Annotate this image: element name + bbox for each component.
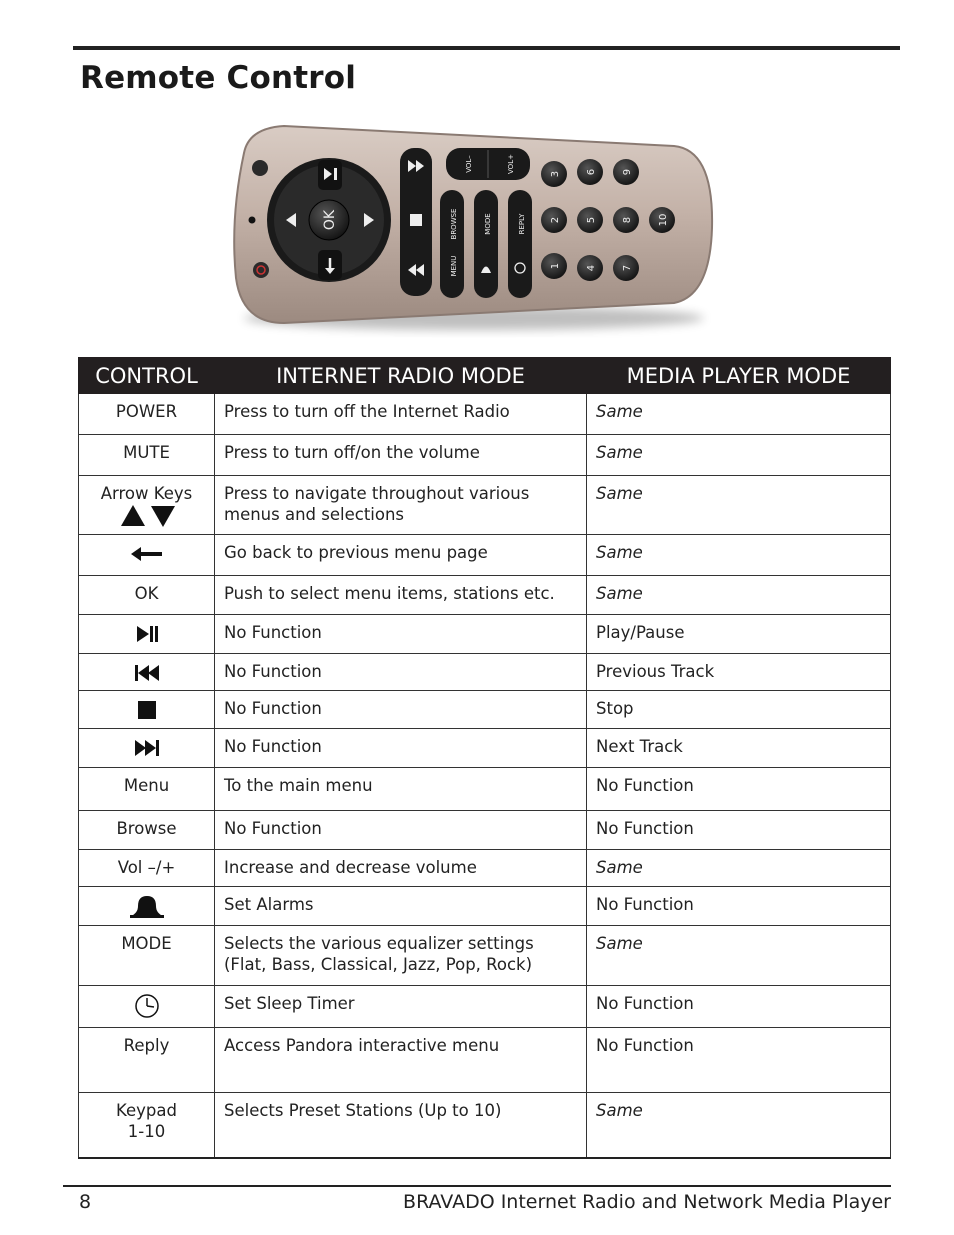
table-row-power <box>79 394 891 435</box>
remote-browse-label: BROWSE <box>450 208 458 240</box>
control-cell <box>79 654 215 691</box>
remote-menu-label: MENU <box>450 255 458 277</box>
play-pause-icon <box>135 624 159 644</box>
controls-table <box>78 357 891 1159</box>
control-cell <box>79 729 215 768</box>
key-10: 10 <box>658 213 669 227</box>
footer-title: BRAVADO Internet Radio and Network Media Player <box>403 1191 891 1213</box>
control-cell <box>79 986 215 1028</box>
radio-mode-cell: Set Sleep Timer <box>215 986 587 1028</box>
radio-mode-cell: Selects Preset Stations (Up to 10) <box>215 1093 587 1158</box>
radio-mode-cell: No Function <box>215 654 587 691</box>
radio-mode-cell: No Function <box>215 729 587 768</box>
page-number: 8 <box>79 1191 92 1213</box>
next-track-icon <box>134 739 160 757</box>
header-internet-radio-mode: INTERNET RADIO MODE <box>215 358 587 394</box>
radio-mode-cell: No Function <box>215 811 587 850</box>
control-cell: POWER <box>79 394 215 435</box>
key-4: 4 <box>586 264 597 272</box>
media-mode-cell: No Function <box>587 811 891 850</box>
control-cell: MODE <box>79 926 215 986</box>
key-9: 9 <box>622 168 633 176</box>
media-mode-cell: Previous Track <box>587 654 891 691</box>
key-2: 2 <box>550 216 561 224</box>
radio-mode-cell: Selects the various equalizer settings (Flat, Bass, Classical, Jazz, Pop, Rock) <box>215 926 587 986</box>
top-rule <box>73 46 900 50</box>
alarm-bell-icon <box>128 894 166 920</box>
previous-track-icon <box>134 664 160 682</box>
key-6: 6 <box>586 168 597 176</box>
radio-mode-cell: Press to navigate throughout various menus and selections <box>215 476 587 535</box>
radio-mode-cell: Access Pandora interactive menu <box>215 1028 587 1093</box>
control-cell: OK <box>79 576 215 615</box>
remote-vol-minus-label: VOL– <box>465 155 473 173</box>
media-mode-cell: Play/Pause <box>587 615 891 654</box>
control-cell <box>79 476 215 535</box>
radio-mode-cell: Press to turn off/on the volume <box>215 435 587 476</box>
remote-reply-label: REPLY <box>518 213 526 235</box>
media-mode-cell: No Function <box>587 887 891 926</box>
table-row-mode <box>79 926 891 986</box>
stop-icon <box>137 700 157 720</box>
remote-ok-label: OK <box>322 209 338 231</box>
control-label: Keypad <box>116 1101 177 1120</box>
radio-mode-cell: To the main menu <box>215 768 587 811</box>
control-cell <box>79 535 215 576</box>
bottom-rule <box>63 1185 891 1187</box>
header-control: CONTROL <box>79 358 215 394</box>
header-media-player-mode: MEDIA PLAYER MODE <box>587 358 891 394</box>
media-mode-cell: Same <box>587 850 891 887</box>
media-mode-cell: No Function <box>587 1028 891 1093</box>
remote-vol-plus-label: VOL+ <box>507 154 515 174</box>
radio-mode-cell: No Function <box>215 615 587 654</box>
radio-mode-cell: Increase and decrease volume <box>215 850 587 887</box>
table-row-reply <box>79 1028 891 1093</box>
media-mode-cell: No Function <box>587 768 891 811</box>
control-cell: Vol –/+ <box>79 850 215 887</box>
back-arrow-icon <box>130 546 164 562</box>
table-row-next-track <box>79 729 891 768</box>
control-label: Arrow Keys <box>100 484 193 503</box>
remote-mode-label: MODE <box>484 213 492 235</box>
table-row-ok <box>79 576 891 615</box>
table-row-menu <box>79 768 891 811</box>
control-cell <box>79 887 215 926</box>
radio-mode-cell: Go back to previous menu page <box>215 535 587 576</box>
media-mode-cell: Same <box>587 535 891 576</box>
table-row-sleep-timer <box>79 986 891 1028</box>
radio-mode-cell: Push to select menu items, stations etc. <box>215 576 587 615</box>
table-row-mute <box>79 435 891 476</box>
page-title: Remote Control <box>80 60 357 96</box>
media-mode-cell: Same <box>587 476 891 535</box>
control-cell: Reply <box>79 1028 215 1093</box>
radio-mode-cell: No Function <box>215 691 587 729</box>
table-row-browse <box>79 811 891 850</box>
media-mode-cell: No Function <box>587 986 891 1028</box>
media-mode-cell: Same <box>587 394 891 435</box>
table-row-stop <box>79 691 891 729</box>
table-row-arrow-keys <box>79 476 891 535</box>
media-mode-cell: Same <box>587 1093 891 1158</box>
table-row-alarm <box>79 887 891 926</box>
table-row-play-pause <box>79 615 891 654</box>
table-row-back <box>79 535 891 576</box>
key-3: 3 <box>550 170 561 178</box>
control-label-line2: 1-10 <box>127 1122 166 1141</box>
key-7: 7 <box>622 264 633 272</box>
table-row-previous-track <box>79 654 891 691</box>
control-cell <box>79 615 215 654</box>
key-5: 5 <box>586 216 597 224</box>
radio-mode-cell: Set Alarms <box>215 887 587 926</box>
radio-mode-cell: Press to turn off the Internet Radio <box>215 394 587 435</box>
media-mode-cell: Same <box>587 435 891 476</box>
up-down-arrows-icon <box>115 504 179 528</box>
control-cell <box>79 691 215 729</box>
key-8: 8 <box>622 216 633 224</box>
remote-control-image <box>224 118 724 338</box>
control-cell: Menu <box>79 768 215 811</box>
media-mode-cell: Next Track <box>587 729 891 768</box>
key-1: 1 <box>550 262 561 270</box>
control-cell: MUTE <box>79 435 215 476</box>
table-row-keypad <box>79 1093 891 1158</box>
table-header-row <box>79 358 891 394</box>
table-row-volume <box>79 850 891 887</box>
sleep-timer-clock-icon <box>134 993 160 1019</box>
media-mode-cell: Same <box>587 926 891 986</box>
control-cell: Browse <box>79 811 215 850</box>
control-cell <box>79 1093 215 1158</box>
media-mode-cell: Same <box>587 576 891 615</box>
media-mode-cell: Stop <box>587 691 891 729</box>
